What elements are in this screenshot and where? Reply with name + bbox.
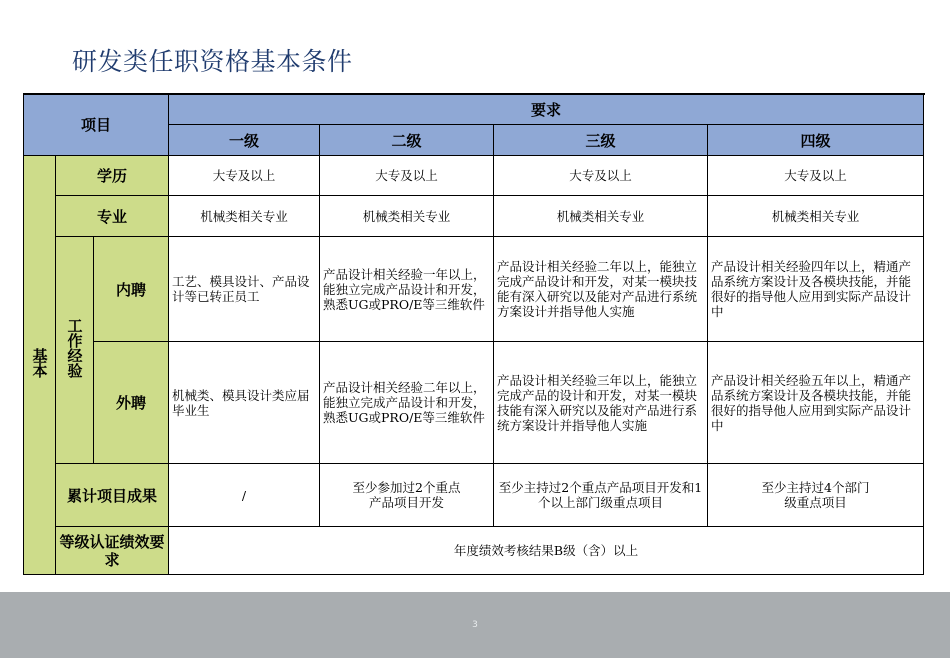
requirements-table xyxy=(23,93,924,575)
performance-requirement: 年度绩效考核结果B级（含）以上 xyxy=(169,527,924,575)
header-level-1: 一级 xyxy=(169,125,320,156)
education-level-1: 大专及以上 xyxy=(169,156,320,196)
external-level-3: 产品设计相关经验三年以上，能独立完成产品的设计和开发，对某一模块技能有深入研究以及能对产品进行系统方案设计并指导他人实施 xyxy=(494,342,708,464)
row-label-external: 外聘 xyxy=(94,342,169,464)
projects-level-1: / xyxy=(169,464,320,527)
page-title: 研发类任职资格基本条件 xyxy=(72,47,353,76)
table-top-border xyxy=(23,93,925,95)
education-level-4: 大专及以上 xyxy=(708,156,924,196)
major-level-3: 机械类相关专业 xyxy=(494,196,708,237)
footer-bar xyxy=(0,592,950,658)
internal-level-1: 工艺、模具设计、产品设计等已转正员工 xyxy=(169,237,320,342)
header-level-3: 三级 xyxy=(494,125,708,156)
projects-level-4: 至少主持过4个部门级重点项目 xyxy=(708,464,924,527)
education-level-3: 大专及以上 xyxy=(494,156,708,196)
page-number: 3 xyxy=(472,620,478,630)
header-item: 项目 xyxy=(24,94,169,156)
row-label-performance: 等级认证绩效要求 xyxy=(56,527,169,575)
base-category-cell xyxy=(24,156,56,575)
row-label-internal: 内聘 xyxy=(94,237,169,342)
major-level-4: 机械类相关专业 xyxy=(708,196,924,237)
row-label-projects: 累计项目成果 xyxy=(56,464,169,527)
projects-level-2: 至少参加过2个重点产品项目开发 xyxy=(320,464,494,527)
work-experience-label: 工作经验 xyxy=(65,318,84,378)
row-label-education: 学历 xyxy=(56,156,169,196)
work-experience-cell xyxy=(56,237,94,464)
header-level-4: 四级 xyxy=(708,125,924,156)
external-level-1: 机械类、模具设计类应届毕业生 xyxy=(169,342,320,464)
major-level-1: 机械类相关专业 xyxy=(169,196,320,237)
external-level-4: 产品设计相关经验五年以上，精通产品系统方案设计及各模块技能，并能很好的指导他人应用到实际产品设计中 xyxy=(708,342,924,464)
header-requirements: 要求 xyxy=(169,94,924,125)
projects-level-3: 至少主持过2个重点产品项目开发和1个以上部门级重点项目 xyxy=(494,464,708,527)
education-level-2: 大专及以上 xyxy=(320,156,494,196)
major-level-2: 机械类相关专业 xyxy=(320,196,494,237)
base-category-label: 基本 xyxy=(30,348,49,378)
external-level-2: 产品设计相关经验二年以上，能独立完成产品设计和开发，熟悉UG或PRO/E等三维软件 xyxy=(320,342,494,464)
header-level-2: 二级 xyxy=(320,125,494,156)
internal-level-3: 产品设计相关经验二年以上，能独立完成产品设计和开发，对某一模块技能有深入研究以及能对产品进行系统方案设计并指导他人实施 xyxy=(494,237,708,342)
internal-level-2: 产品设计相关经验一年以上，能独立完成产品设计和开发，熟悉UG或PRO/E等三维软件 xyxy=(320,237,494,342)
internal-level-4: 产品设计相关经验四年以上，精通产品系统方案设计及各模块技能，并能很好的指导他人应用到实际产品设计中 xyxy=(708,237,924,342)
row-label-major: 专业 xyxy=(56,196,169,237)
